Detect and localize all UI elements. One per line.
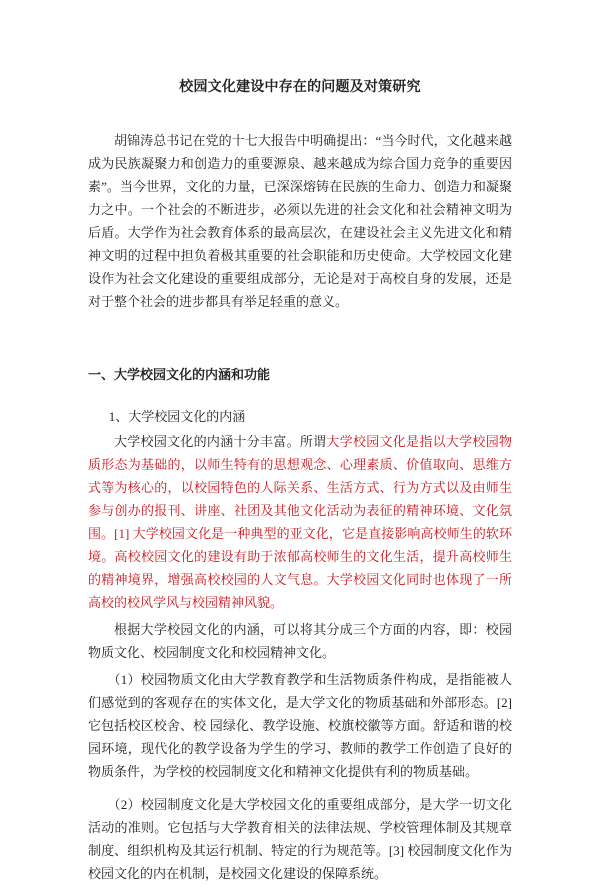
paragraph xyxy=(88,793,512,885)
subsection-body xyxy=(88,430,512,885)
subsection-heading: 1、大学校园文化的内涵 xyxy=(108,409,246,424)
document-page xyxy=(88,78,512,895)
text-segment: 大学校园文化的内涵十分丰富。所谓 xyxy=(114,434,327,449)
text-segment: 根据大学校园文化的内涵，可以将其分成三个方面的内容，即：校园物质文化、校园制度文化和校园精神文化。 xyxy=(88,622,512,660)
paragraph xyxy=(88,668,512,783)
intro-paragraph: 胡锦涛总书记在党的十七大报告中明确提出：“当今时代，文化越来越成为民族凝聚力和创造力的重要源泉、越来越成为综合国力竞争的重要因素”。当今世界，文化的力量，已深深熔铸在民族的生命力、创造力和凝聚力之中。一个社会的不断进步，必须以先进的社会文化和社会精神文明为后盾。大学作为社会教育体系的最高层次，在建设社会主义先进文化和精神文明的过程中担负着极其重要的社会职能和历史使命。大学校园文化建设作为社会文化建设的重要组成部分，无论是对于高校自身的发展，还是对于整个社会的进步都具有举足轻重的意义。 xyxy=(88,133,512,309)
paragraph xyxy=(88,430,512,614)
paragraph xyxy=(88,618,512,664)
section-heading: 一、大学校园文化的内涵和功能 xyxy=(88,367,271,382)
text-segment: （1）校园物质文化由大学教育教学和生活物质条件构成，是指能被人们感觉到的客观存在的实体文化，是大学文化的物质基础和外部形态。[2] 它包括校区校舍、校 园绿化、教学设施、校旗校徽等方面。舒适和谐的校园环境，现代化的教学设备为学生的学习、教师的教学工作创造了良好的物质条件，为学校的校园制度文化和精神文化提供有利的物质基础。 xyxy=(88,672,512,779)
page-title: 校园文化建设中存在的问题及对策研究 xyxy=(179,80,421,95)
text-segment: （2）校园制度文化是大学校园文化的重要组成部分，是大学一切文化活动的准则。它包括与大学教育相关的法律法规、学校管理体制及其规章制度、组织机构及其运行机制、特定的行为规范等。[3] 校园制度文化作为校园文化的内在机制，是校园文化建设的保障系统。 xyxy=(88,797,512,881)
text-segment: 大学校园文化是指以大学校园物质形态为基础的，以师生特有的思想观念、心理素质、价值取向、思维方式等为核心的，以校园特色的人际关系、生活方式、行为方式以及由师生参与创办的报刊、讲座、社团及其他文化活动为表征的精神环境、文化氛围。[1] 大学校园文化是一种典型的亚文化，它是直接影响高校师生的软环境。高校校园文化的建设有助于浓郁高校师生的文化生活，提升高校师生的精神境界，增强高校校园的人文气息。大学校园文化同时也体现了一所高校的校风学风与校园精神风貌。 xyxy=(88,434,512,610)
